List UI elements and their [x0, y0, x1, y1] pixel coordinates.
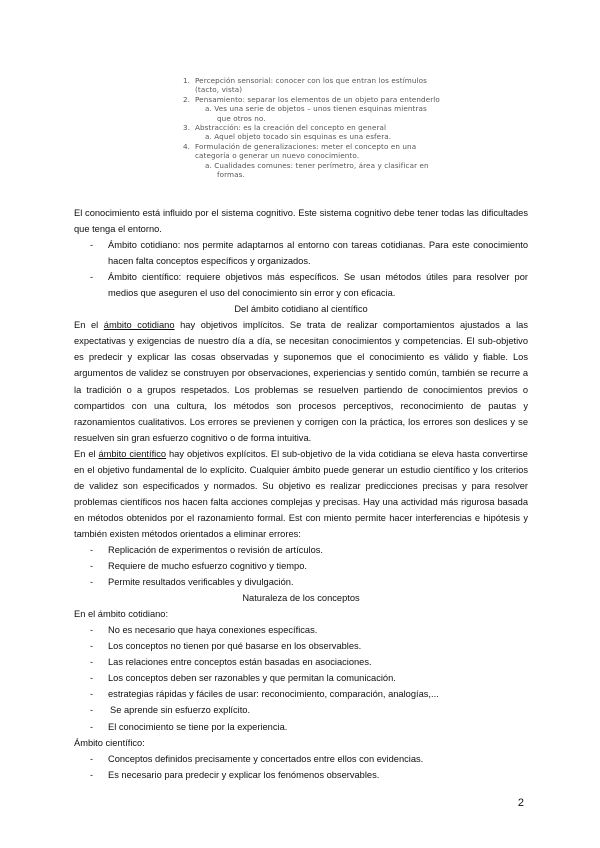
- list-item: - El conocimiento se tiene por la experiencia.: [90, 721, 288, 732]
- list-item: - Replicación de experimentos o revisión de artículos.: [90, 544, 323, 555]
- intro-paragraph: El conocimiento está influido por el sistema cognitivo. Este sistema cognitivo debe tener todas las dificultades que tenga el entorno.: [74, 208, 528, 235]
- list-item: - Ámbito científico: requiere objetivos más específicos. Se usan métodos útiles para resolver por medios que aseguren el uso del conocimiento sin error y con eficacia.: [90, 272, 528, 299]
- list-item: - Conceptos definidos precisamente y concertados entre ellos con evidencias.: [90, 753, 424, 764]
- image-list-item: 4. Formulación de generalizaciones: meter el concepto en una: [183, 141, 417, 151]
- section-heading: Del ámbito cotidiano al científico: [234, 304, 368, 315]
- document-body: [74, 205, 528, 783]
- paragraph-cientifico: En el ámbito científico hay objetivos explícitos. El sub-objetivo de la vida cotidiana se eleva hasta convertirse en el objetivo fundamental de lo explícito. Cualquier ámbito puede generar un estudio científico y los criterios de validez son especificados y normados. Su objetivo es realizar predicciones precisas y para resolver problemas científicos nos hacen falta acciones complejas y precisas. Hay una actividad más rigurosa basada en métodos obtenidos por el razonamiento formal. Est con miento permite hacer interferencias e hipótesis y también existen métodos orientados a eliminar errores:: [74, 448, 528, 539]
- term-ambito-cotidiano: ámbito cotidiano: [103, 320, 175, 331]
- error-methods-list: [74, 542, 528, 590]
- list-item: - No es necesario que haya conexiones específicas.: [90, 625, 318, 636]
- embedded-image-list: 1. Percepción sensorial: conocer con los que entran los estímulos (tacto, vista) 2. Pensamiento: separar los elementos de un objeto para entenderlo a. Ves una serie de objetos – unos tienen esquinas mientras que otros no. 3. Abstracción: es la creación del concepto en general a. Aquel objeto tocado sin esquinas es una esfera. 4. Formulación de generalizaciones: meter el concepto en una categoría o generar un nuevo conocimiento. a. Cualidades comunes: tener perímetro, área y clasificar en formas.: [183, 76, 443, 179]
- label-cientifico: Ámbito científico:: [74, 737, 145, 748]
- cotidiano-list: [74, 622, 528, 734]
- list-item: - Los conceptos deben ser razonables y que permitan la comunicación.: [90, 673, 396, 684]
- section-heading: Naturaleza de los conceptos: [242, 593, 360, 604]
- list-item: - estrategias rápidas y fáciles de usar: reconocimiento, comparación, analogías,...: [90, 689, 439, 700]
- list-item: - Requiere de mucho esfuerzo cognitivo y tiempo.: [90, 561, 307, 572]
- cientifico-list: [74, 751, 528, 783]
- label-cotidiano: En el ámbito cotidiano:: [74, 609, 169, 620]
- list-item: - Ámbito cotidiano: nos permite adaptarnos al entorno con tareas cotidianas. Para este conocimiento hacen falta conceptos específicos y organizados.: [90, 240, 528, 267]
- list-item: - Los conceptos no tienen por qué basarse en los observables.: [90, 641, 362, 652]
- list-item: - Permite resultados verificables y divulgación.: [90, 577, 294, 588]
- image-list-item: 3. Abstracción: es la creación del concepto en general: [183, 123, 387, 133]
- image-list-item: 2. Pensamiento: separar los elementos de un objeto para entenderlo: [183, 94, 440, 104]
- scope-list: [74, 237, 528, 301]
- page-number: 2: [517, 797, 524, 809]
- term-ambito-cientifico: ámbito científico: [98, 448, 167, 459]
- list-item: - Es necesario para predecir y explicar los fenómenos observables.: [90, 769, 380, 780]
- list-item: - Las relaciones entre conceptos están basadas en asociaciones.: [90, 657, 372, 668]
- image-list-item: 1. Percepción sensorial: conocer con los que entran los estímulos: [183, 76, 427, 85]
- paragraph-cotidiano: En el ámbito cotidiano hay objetivos implícitos. Se trata de realizar comportamientos ajustados a las expectativas y exigencias de nuestro día a día, se necesitan conocimientos y competencias. El sub-objetivo es predecir y explicar las cosas observadas y suponemos que el conocimiento es válido y fiable. Los argumentos de validez se construyen por observaciones, experiencias y sentido común, también se recurre a la tradición o a grupos respetados. Los problemas se resuelven partiendo de conocimientos previos o compartidos con una cultura, los métodos son procesos perceptivos, reconocimiento de pautas y razonamientos cualitativos. Los errores se previenen y corrigen con la práctica, los errores son deslices y se resuelven sin gran esfuerzo cognitivo o de forma intuitiva.: [74, 320, 528, 443]
- list-item: - Se aprende sin esfuerzo explícito.: [90, 705, 251, 716]
